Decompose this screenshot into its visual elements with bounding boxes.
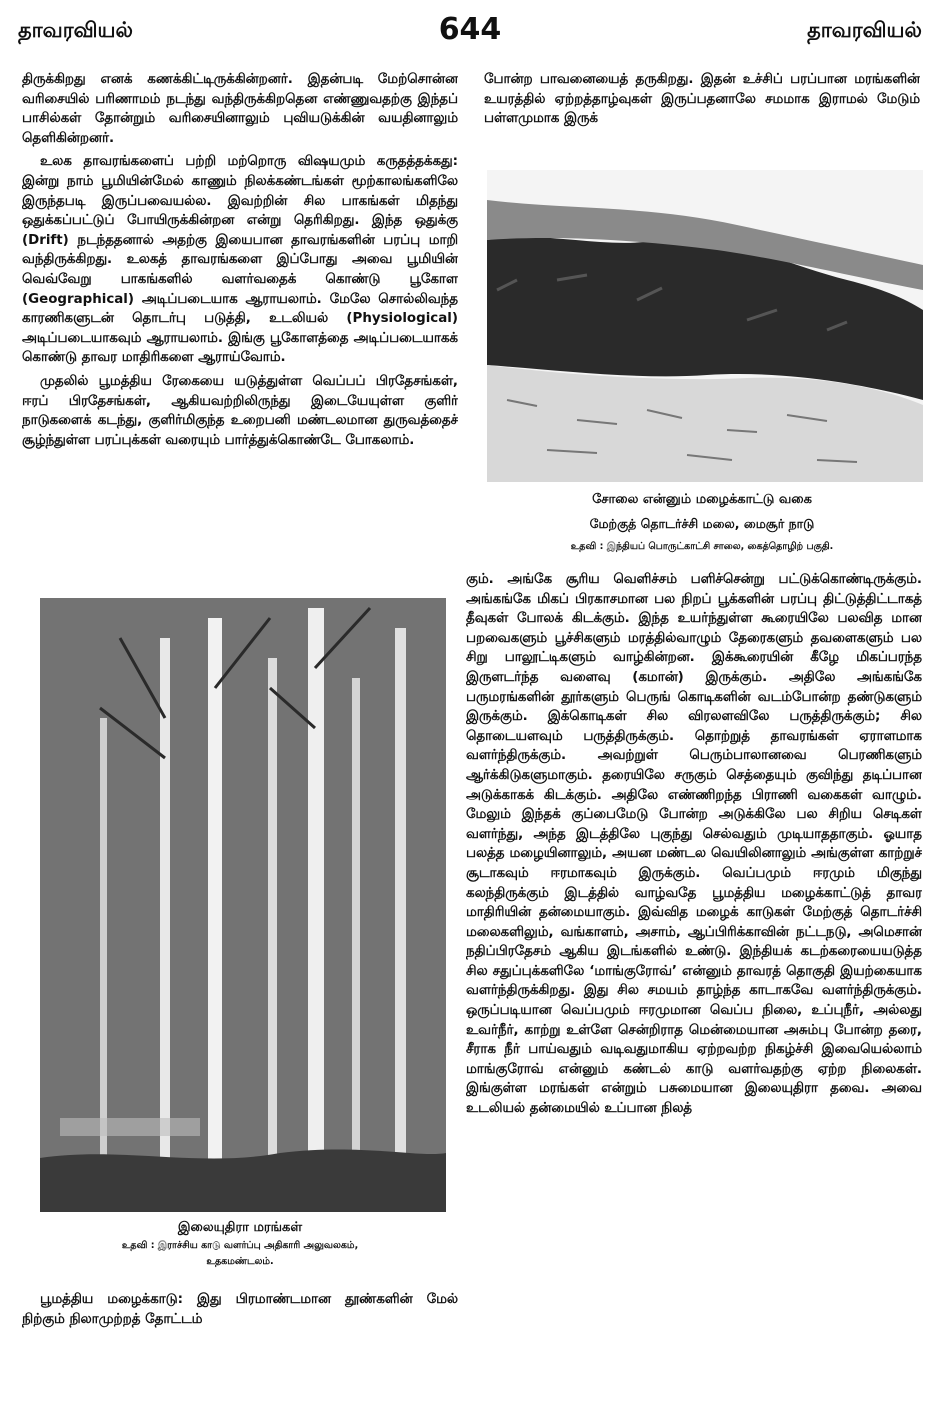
running-title-left: தாவரவியல் — [18, 18, 133, 42]
left-column-text — [22, 70, 458, 590]
caption-title: இலையுதிரா மரங்கள் — [177, 1220, 303, 1235]
page-number: 644 — [438, 12, 502, 47]
rainforest-landscape-photo — [487, 170, 923, 482]
caption-credit-line1: உதவி : இராச்சிய காடு வளர்ப்பு அதிகாரி அலுவலகம், — [121, 1240, 359, 1251]
paragraph: கும். அங்கே சூரிய வெளிச்சம் பளிச்சென்று பட்டுக்கொண்டிருக்கும். அங்கங்கே மிகப் பிரகாசமான பல நிறப் பூக்களின் பரப்பு திட்டுத்திட்டாகத் தீவுகள் போலக் கிடக்கும். இந்த உயர்ந்துள்ள கூரையிலே பலவித மான பறவைகளும் பூச்சிகளும் மரத்தில்வாழும் தேரைகளும் தவளைகளும் பல சிறு பாலூட்டிகளும் வாழ்கின்றன. இக்கூரையின் கீழே மிகப்பரந்த இருளடர்ந்த வளைவு (கமான்) இருக்கும். அதிலே அங்கங்கே பருமரங்களின் தூர்களும் பெருங் கொடிகளின் வடம்போன்ற தண்டுகளும் இருக்கும். இக்கொடிகள் சில விரலளவிலே பருத்திருக்கும்; சில தொடையளவும் பருத்திருக்கும். தொற்றுத் தாவரங்கள் ஏராளமாக வளர்ந்திருக்கும். அவற்றுள் பெரும்பாலானவை பெரணிகளும் ஆர்க்கிடுகளுமாகும். தரையிலே சருகும் செத்தையும் குவிந்து தடிப்பான அடுக்காகக் கிடக்கும். அதிலே எண்ணிறந்த பிராணி வகைகள் வாழும். மேலும் இந்தக் குப்பைமேடு போன்ற அடுக்கிலே பல சிறிய செடிகள் வளர்ந்து, அந்த இடத்திலே புகுந்து செல்வதும் முடியாததாகும். ஓயாத பலத்த மழையினாலும், அயன மண்டல வெயிலினாலும் அங்குள்ள காற்றுச் சூடாகவும் ஈரமாகவும் இருக்கும். வெப்பமும் ஈரமும் மிகுந்து கலந்திருக்கும் இடத்தில் வாழ்வதே பூமத்திய மழைக்காட்டுத் தாவர மாதிரியின் தன்மையாகும். இவ்வித மழைக் காடுகள் மேற்குத் தொடர்ச்சி மலைகளிலும், வங்காளம், அசாம், ஆப்பிரிக்காவின் நட்டநடு, அமெசான் நதிப்பிரதேசம் ஆகிய இடங்களில் உண்டு. இந்தியக் கடற்கரையையடுத்த சில சதுப்புக்களிலே ‘மாங்குரோவ்’ என்னும் தாவரத் தொகுதி இயற்கையாக வளர்ந்திருக்கிறது. இது சில சமயம் தாழ்ந்த காடாகவே வளர்ந்திருக்கும். ஒருப்படியான வெப்பமும் ஈரமுமான வெப்ப நிலை, உப்புநீர், அல்லது உவர்நீர், காற்று உள்ளே சென்றிராத மென்மையான அசும்பு போன்ற தரை, சீராக நீர் பாய்வதும் வடிவதுமாகிய ஏற்றவற்ற நிகழ்ச்சி இவையெல்லாம் மாங்குரோவ் என்னும் கண்டல் காடு வளர்வதற்கு ஏற்ற நிலைகள். இங்குள்ள மரங்கள் என்றும் பசுமையான இலையுதிரா தவை. அவை உடலியல் தன்மையில் உப்பான நிலத் — [466, 572, 922, 1117]
caption-subtitle: மேற்குத் தொடர்ச்சி மலை, மைசூர் நாடு — [589, 516, 815, 531]
photo-caption-rainforest — [484, 492, 920, 553]
photo-caption-forest — [22, 1220, 458, 1268]
running-title-right: தாவரவியல் — [807, 18, 922, 42]
paragraph: முதலில் பூமத்திய ரேகையை யடுத்துள்ள வெப்பப் பிரதேசங்கள், ஈரப் பிரதேசங்கள், ஆகியவற்றிலிருந்து இடையேயுள்ள குளிர் நாடுகளைக் கடந்து, குளிர்மிகுந்த உறைபனி மண்டலமான துருவத்தைச் சூழ்ந்துள்ள பரப்புக்கள் வரையும் பார்த்துக்கொண்டே போகலாம். — [22, 373, 458, 448]
paragraph: உலக தாவரங்களைப் பற்றி மற்றொரு விஷயமும் கருதத்தக்கது: இன்று நாம் பூமியின்மேல் காணும் நிலக்கண்டங்கள் மூற்காலங்களிலே இருந்தபடி இருப்பவையல்ல. இவற்றின் சில பாகங்கள் மிதந்து ஒதுக்கப்பட்டுப் போயிருக்கின்றன என்று தெரிகிறது. இந்த ஒதுக்கு (Drift) நடந்ததனால் அதற்கு இயைபான தாவரங்களின் பரப்பு மாறி வந்திருக்கிறது. உலகத் தாவரங்களை இப்போது அவை பூமியின் வெவ்வேறு பாகங்களில் வளர்வதைக் கொண்டு பூகோள (Geographical) அடிப்படையாக ஆராயலாம். மேலே சொல்லிவந்த காரணிகளுடன் தொடர்பு படுத்தி, உடலியல் (Physiological) அடிப்படையாகவும் ஆராயலாம். இங்கு பூகோளத்தை அடிப்படையாகக் கொண்டு தாவர மாதிரிகளை ஆராய்வோம். — [22, 154, 458, 366]
paragraph: பூமத்திய மழைக்காடு: இது பிரமாண்டமான தூண்களின் மேல் நிற்கும் நிலாமுற்றத் தோட்டம் — [22, 1292, 458, 1327]
caption-credit-line2: உதகமண்டலம். — [206, 1256, 274, 1267]
right-column-text-top — [484, 70, 920, 170]
caption-title: சோலை என்னும் மழைக்காட்டு வகை — [592, 492, 812, 507]
caption-credit: உதவி : இந்தியப் பொருட்காட்சி சாலை, கைத்தொழிற் பகுதி. — [570, 541, 834, 552]
left-column-text-bottom — [22, 1290, 458, 1360]
paragraph: திருக்கிறது எனக் கணக்கிட்டிருக்கின்றனர். இதன்படி மேற்சொன்ன வரிசையில் பரிணாமம் நடந்து வந்திருக்கிறதென எண்ணுவதற்கு இந்தப் பாசில்கள் தோன்றும் வரிசையினாலும் புவியடுக்கின் வயதினாலும் தெளிகின்றனர். — [22, 72, 458, 146]
evergreen-trees-photo — [40, 598, 446, 1212]
right-column-text-bottom — [466, 570, 922, 1370]
page-header — [18, 12, 922, 52]
paragraph: போன்ற பாவனையைத் தருகிறது. இதன் உச்சிப் பரப்பான மரங்களின் உயரத்தில் ஏற்றத்தாழ்வுகள் இருப்பதனாலே சமமாக இராமல் மேடும் பள்ளமுமாக இருக் — [484, 72, 920, 127]
